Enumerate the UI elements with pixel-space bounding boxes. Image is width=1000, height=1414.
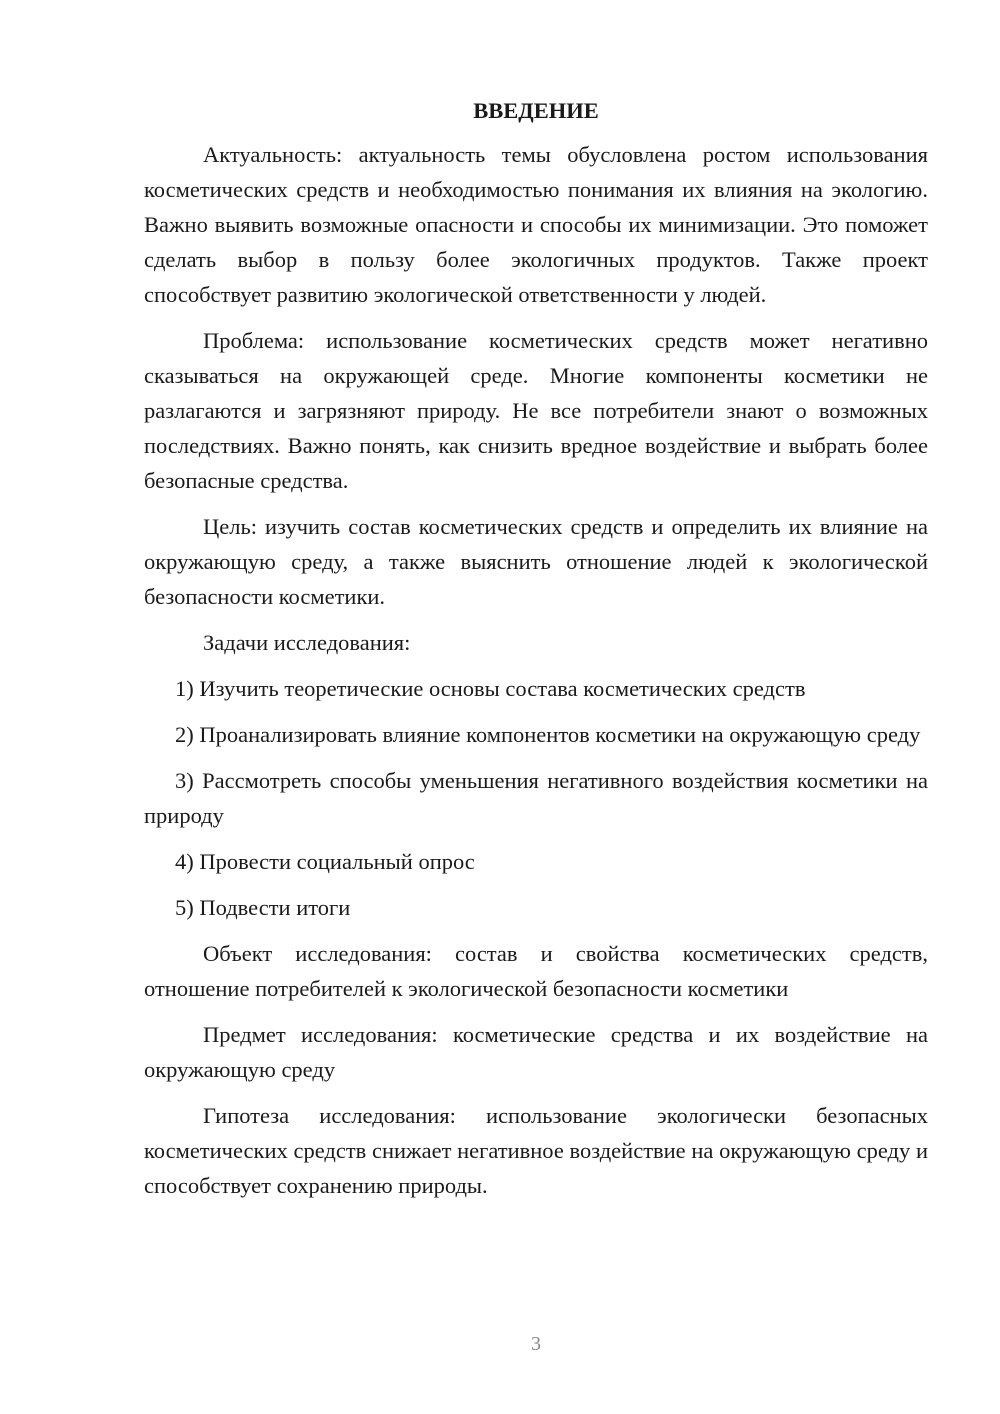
subject-paragraph: Предмет исследования: косметические средства и их воздействие на окружающую среду: [144, 1022, 928, 1082]
tasks-list: [144, 671, 928, 925]
section-heading: ВВЕДЕНИЕ: [473, 98, 599, 123]
goal-paragraph: Цель: изучить состав косметических средств и определить их влияние на окружающую среду, а также выяснить отношение людей к экологической безопасности косметики.: [144, 514, 928, 609]
task-item: 5) Подвести итоги: [175, 895, 351, 920]
page-number: 3: [531, 1333, 541, 1355]
tasks-label: Задачи исследования:: [203, 630, 411, 655]
problem-paragraph: Проблема: использование косметических средств может негативно сказываться на окружающей среде. Многие компоненты косметики не разлагаются и загрязняют природу. Не все потребители знают о возможных последствиях. Важно понять, как снизить вредное воздействие и выбрать более безопасные средства.: [144, 328, 928, 493]
hypothesis-paragraph: Гипотеза исследования: использование экологически безопасных косметических средств снижает негативное воздействие на окружающую среду и способствует сохранению природы.: [144, 1103, 928, 1198]
object-paragraph: Объект исследования: состав и свойства косметических средств, отношение потребителей к экологической безопасности косметики: [144, 941, 928, 1001]
page-content: [144, 93, 928, 1203]
task-item: 3) Рассмотреть способы уменьшения негативного воздействия косметики на природу: [144, 768, 928, 828]
relevance-paragraph: Актуальность: актуальность темы обусловлена ростом использования косметических средств и необходимостью понимания их влияния на экологию. Важно выявить возможные опасности и способы их минимизации. Это поможет сделать выбор в пользу более экологичных продуктов. Также проект способствует развитию экологической ответственности у людей.: [144, 142, 928, 307]
task-item: 2) Проанализировать влияние компонентов косметики на окружающую среду: [175, 722, 921, 747]
task-item: 1) Изучить теоретические основы состава косметических средств: [175, 676, 806, 701]
task-item: 4) Провести социальный опрос: [175, 849, 475, 874]
